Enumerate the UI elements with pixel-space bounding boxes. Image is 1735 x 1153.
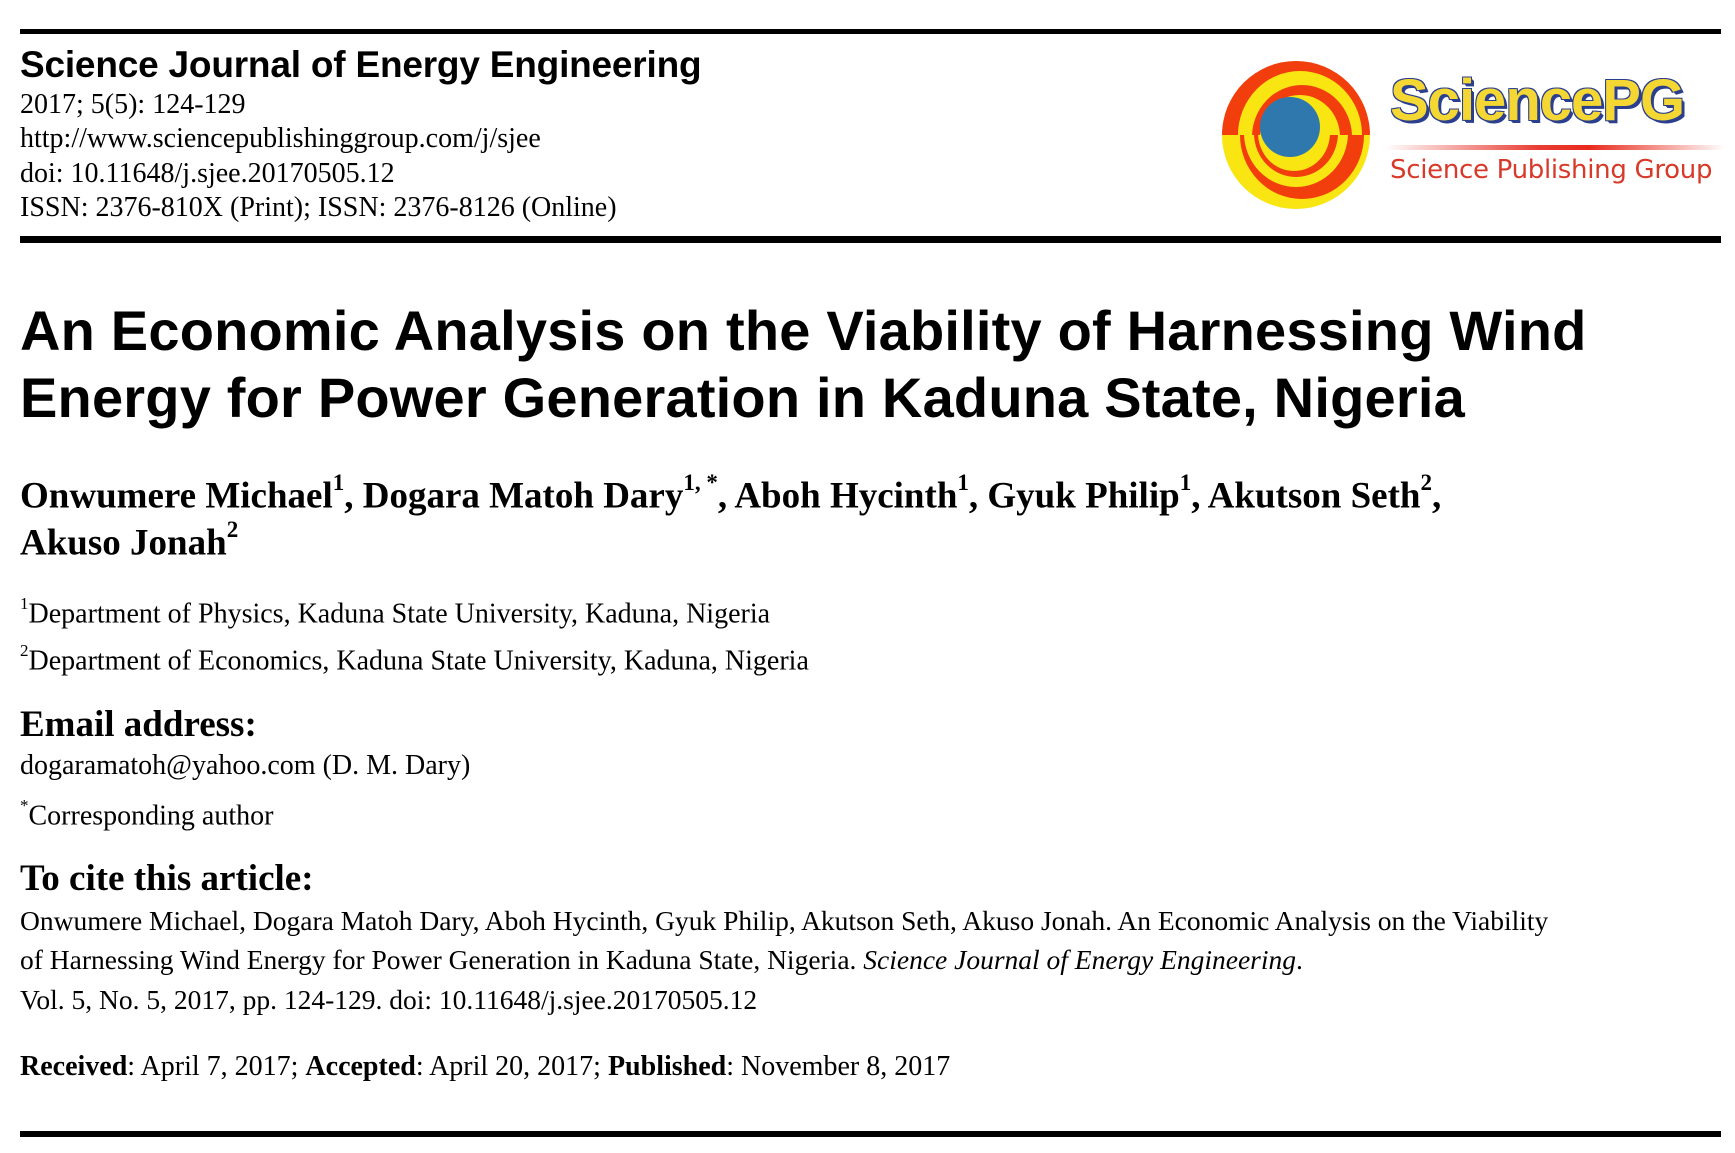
citation-line-3: Vol. 5, No. 5, 2017, pp. 124-129. doi: 10.11648/j.sjee.20170505.12 — [20, 984, 758, 1015]
journal-doi: doi: 10.11648/j.sjee.20170505.12 — [20, 158, 395, 189]
author-separator: , — [344, 475, 363, 517]
received-label: Received — [20, 1051, 128, 1082]
email-link[interactable]: dogaramatoh@yahoo.com — [20, 750, 316, 781]
citation-period: . — [1296, 944, 1303, 975]
affiliation-2 — [20, 641, 809, 677]
corresponding-text: Corresponding author — [28, 800, 274, 832]
published-label: Published — [607, 1051, 727, 1082]
author-affiliation-sup: 1 — [957, 470, 969, 495]
cite-heading: To cite this article: — [20, 858, 314, 899]
author-affiliation-sup: 1 — [1179, 470, 1192, 495]
author-list — [20, 470, 1442, 517]
corresponding-author-note — [20, 796, 274, 832]
affiliation-1 — [20, 594, 771, 630]
author-separator: , — [1191, 475, 1208, 517]
author-affiliation-sup: 2 — [226, 517, 239, 542]
bottom-rule — [20, 1131, 1721, 1137]
author-list-line-2 — [20, 517, 239, 564]
citation-title-text: of Harnessing Wind Energy for Power Generation in Kaduna State, Nigeria. — [20, 944, 864, 975]
sciencepg-logo — [1210, 55, 1730, 215]
author-separator: , — [1431, 475, 1442, 517]
citation-line-1: Onwumere Michael, Dogara Matoh Dary, Aboh Hycinth, Gyuk Philip, Akutson Seth, Akuso Jonah. An Economic Analysis on the Viability — [20, 905, 1549, 936]
logo-subtitle: Science Publishing Group — [1390, 155, 1713, 185]
journal-issn: ISSN: 2376-810X (Print); ISSN: 2376-8126 (Online) — [20, 192, 617, 223]
sciencepg-logo-icon — [1216, 55, 1376, 215]
author-name: Gyuk Philip — [987, 475, 1180, 517]
accepted-label: Accepted — [305, 1051, 416, 1082]
author-separator: , — [968, 475, 988, 517]
author-name: Dogara Matoh Dary — [362, 475, 684, 517]
accepted-date: : April 20, 2017; — [415, 1051, 608, 1082]
email-owner: (D. M. Dary) — [315, 750, 471, 781]
author-affiliation-sup: 1, * — [683, 470, 718, 495]
affiliation-sup: 2 — [20, 641, 29, 660]
affiliation-text: Department of Economics, Kaduna State University, Kaduna, Nigeria — [28, 645, 809, 677]
top-rule — [20, 29, 1721, 34]
author-name: Aboh Hycinth — [734, 475, 958, 517]
author-affiliation-sup: 2 — [1420, 470, 1432, 495]
logo-name: SciencePG — [1390, 68, 1685, 133]
author-name: Akuso Jonah — [20, 522, 227, 564]
email-heading: Email address: — [20, 704, 257, 745]
journal-url-link[interactable]: http://www.sciencepublishinggroup.com/j/sjee — [20, 123, 541, 154]
author-separator: , — [717, 475, 735, 517]
author-name: Akutson Seth — [1207, 475, 1421, 517]
citation-journal: Science Journal of Energy Engineering — [863, 944, 1297, 975]
affiliation-text: Department of Physics, Kaduna State University, Kaduna, Nigeria — [28, 598, 771, 630]
published-date: : November 8, 2017 — [726, 1051, 951, 1082]
paper-title-line-1: An Economic Analysis on the Viability of Harnessing Wind — [20, 299, 1587, 362]
author-affiliation-sup: 1 — [332, 470, 345, 495]
logo-divider — [1385, 145, 1725, 150]
citation-line-2 — [20, 946, 1303, 974]
email-line — [20, 752, 470, 780]
journal-issue: 2017; 5(5): 124-129 — [20, 89, 246, 120]
header-rule — [20, 236, 1721, 243]
publication-dates — [20, 1053, 950, 1081]
paper-title-line-2: Energy for Power Generation in Kaduna State, Nigeria — [20, 366, 1465, 429]
affiliation-sup: 1 — [20, 594, 29, 613]
author-name: Onwumere Michael — [20, 475, 333, 517]
asterisk-sup: * — [20, 796, 29, 815]
received-date: : April 7, 2017; — [127, 1051, 306, 1082]
journal-title: Science Journal of Energy Engineering — [20, 44, 702, 85]
